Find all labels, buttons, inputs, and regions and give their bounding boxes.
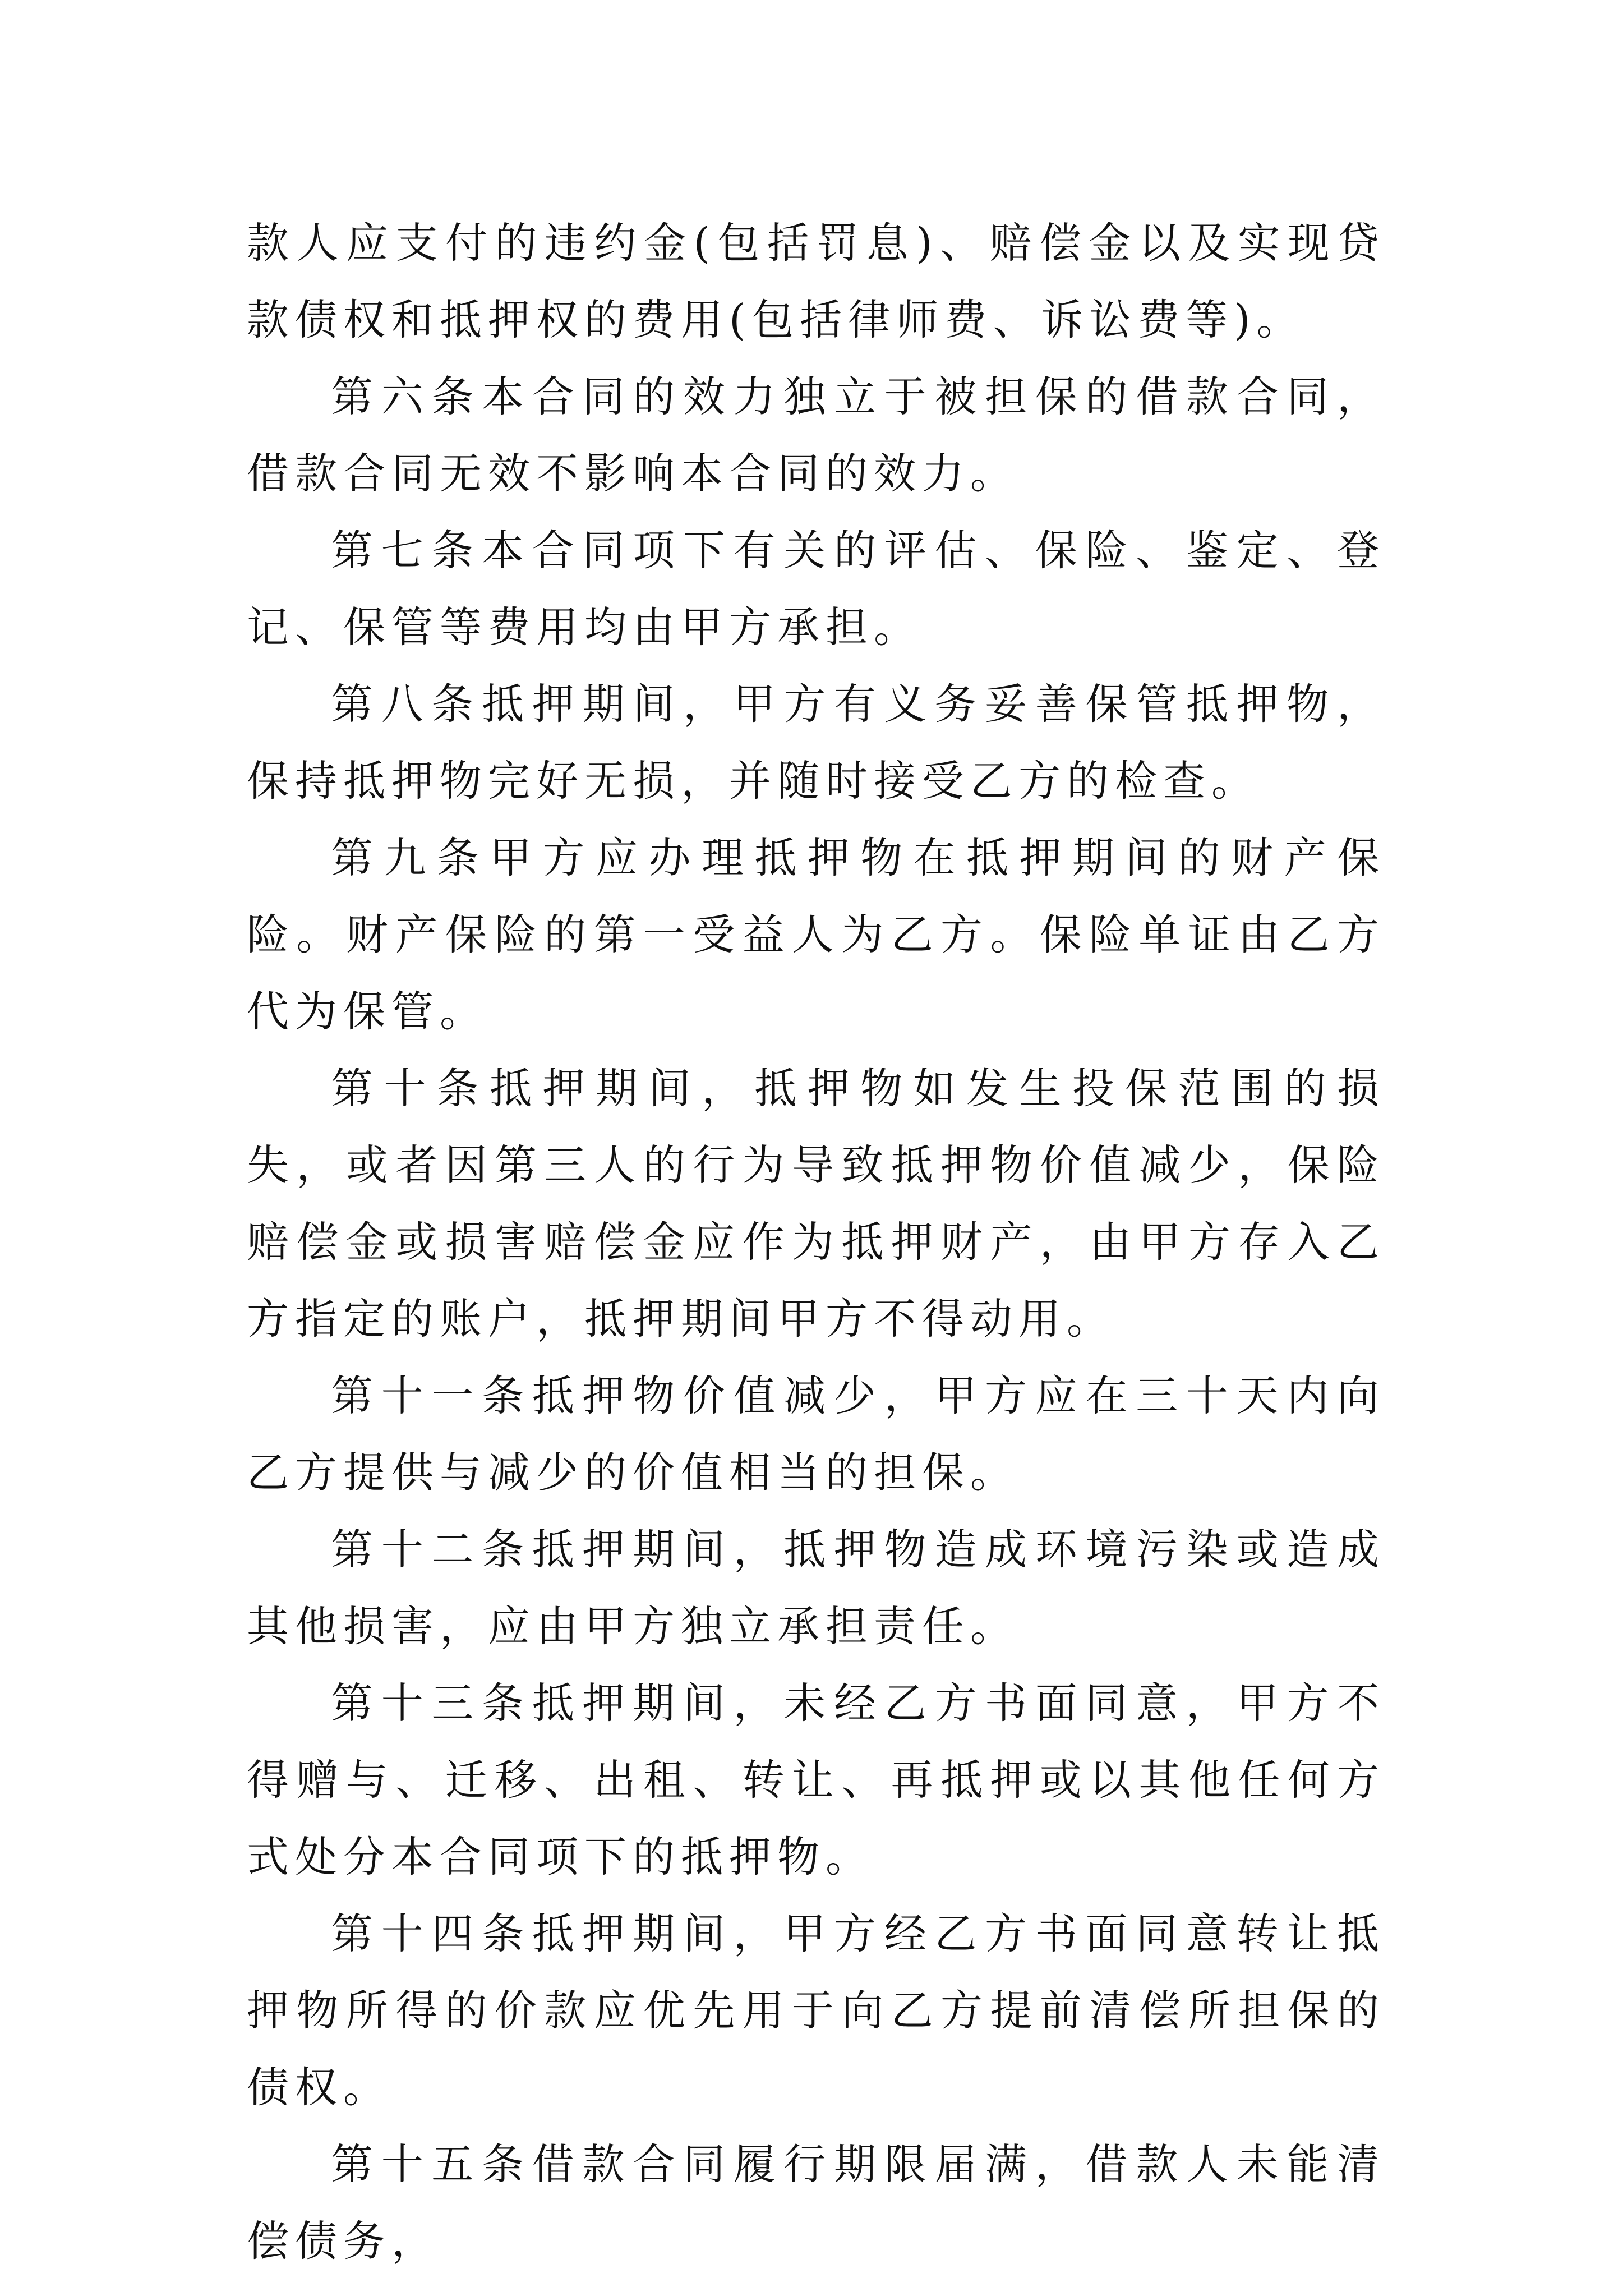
clause-8: 第八条抵押期间，甲方有义务妥善保管抵押物，保持抵押物完好无损，并随时接受乙方的检查。	[247, 679, 1385, 806]
clause-15: 第十五条借款合同履行期限届满，借款人未能清偿债务，	[247, 2139, 1385, 2266]
paragraph-continuation: 款人应支付的违约金(包括罚息)、赔偿金以及实现贷款债权和抵押权的费用(包括律师费、诉讼费等)。	[247, 218, 1385, 344]
clause-13: 第十三条抵押期间，未经乙方书面同意，甲方不得赠与、迁移、出租、转让、再抵押或以其他任何方式处分本合同项下的抵押物。	[247, 1678, 1385, 1881]
clause-7: 第七条本合同项下有关的评估、保险、鉴定、登记、保管等费用均由甲方承担。	[247, 526, 1385, 652]
clause-11: 第十一条抵押物价值减少，甲方应在三十天内向乙方提供与减少的价值相当的担保。	[247, 1371, 1385, 1497]
clause-12: 第十二条抵押期间，抵押物造成环境污染或造成其他损害，应由甲方独立承担责任。	[247, 1525, 1385, 1651]
clause-14: 第十四条抵押期间，甲方经乙方书面同意转让抵押物所得的价款应优先用于向乙方提前清偿所担保的债权。	[247, 1909, 1385, 2112]
document-body	[247, 205, 1385, 2280]
clause-10: 第十条抵押期间，抵押物如发生投保范围的损失，或者因第三人的行为导致抵押物价值减少，保险赔偿金或损害赔偿金应作为抵押财产，由甲方存入乙方指定的账户，抵押期间甲方不得动用。	[247, 1064, 1385, 1343]
clause-9: 第九条甲方应办理抵押物在抵押期间的财产保险。财产保险的第一受益人为乙方。保险单证由乙方代为保管。	[247, 833, 1385, 1036]
clause-6: 第六条本合同的效力独立于被担保的借款合同，借款合同无效不影响本合同的效力。	[247, 372, 1385, 498]
